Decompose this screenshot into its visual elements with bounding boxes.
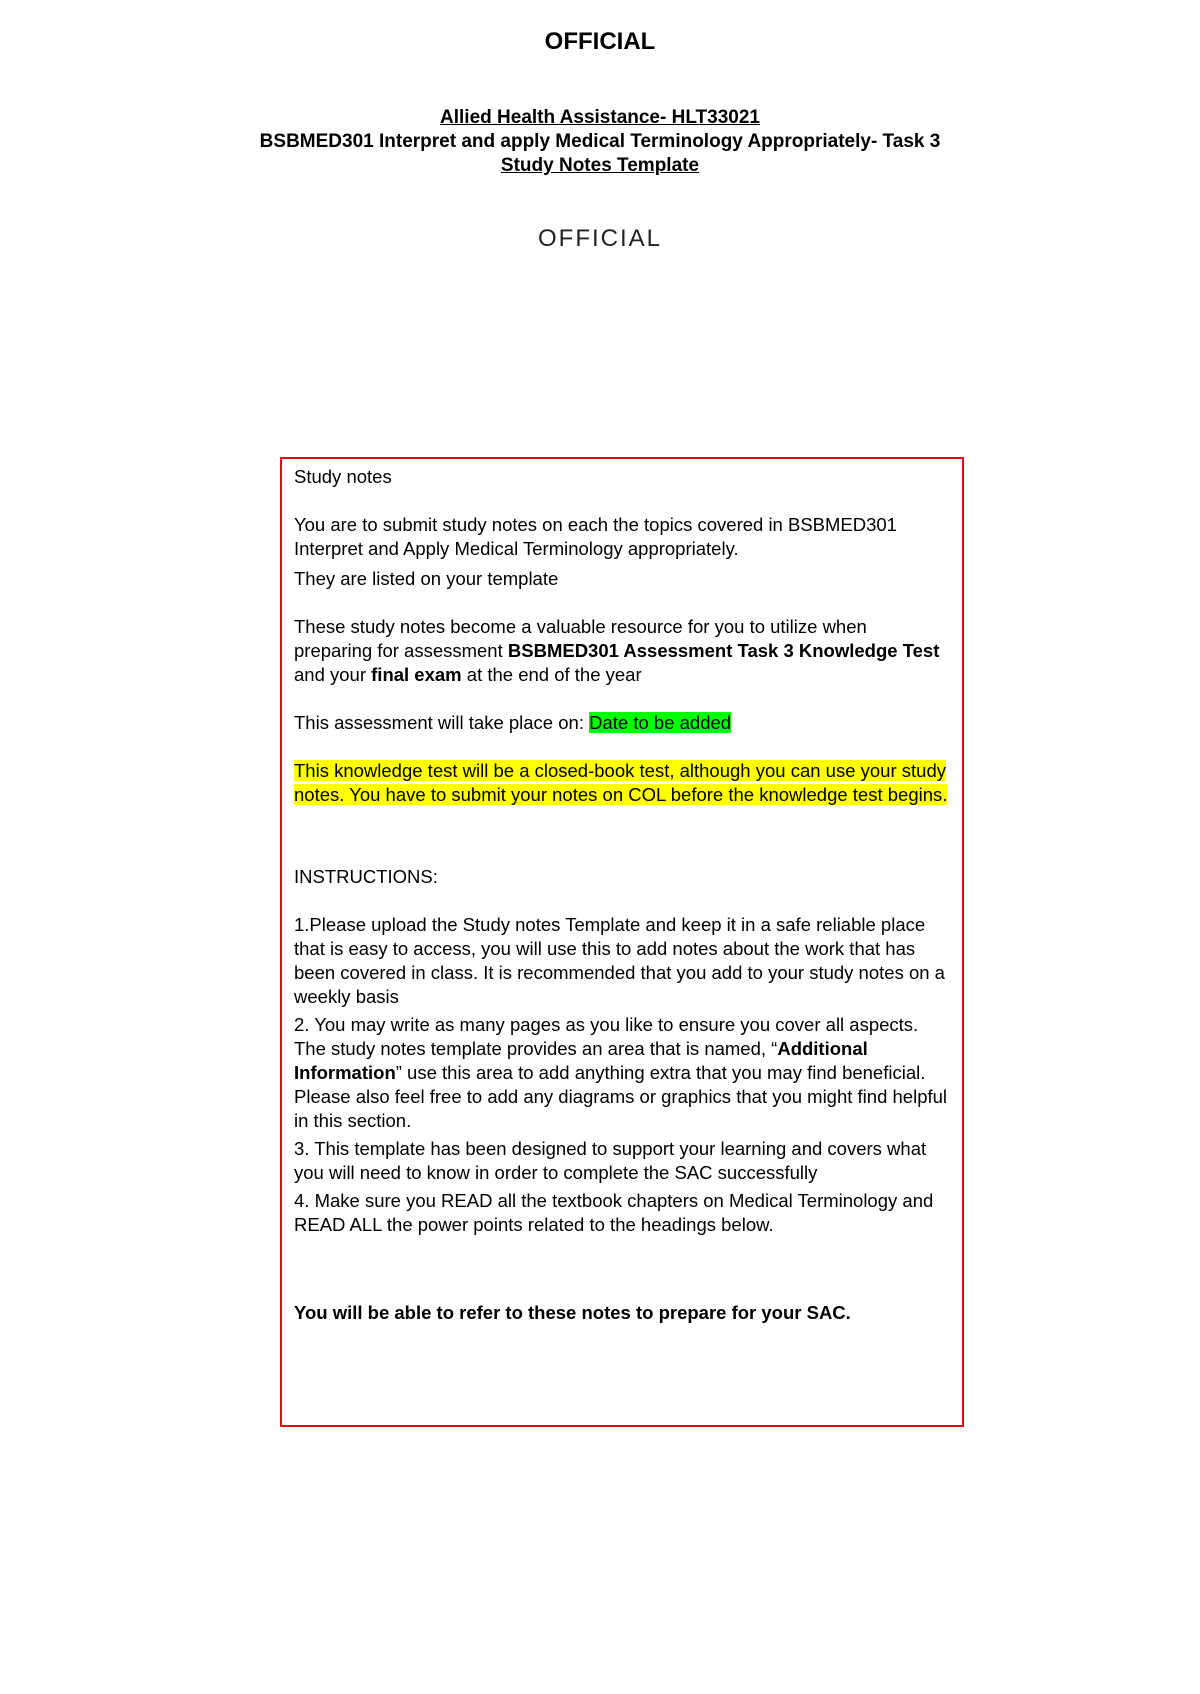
resource-assessment-name: BSBMED301 Assessment Task 3 Knowledge Test xyxy=(507,640,940,661)
template-title: Study Notes Template xyxy=(500,155,700,176)
instruction-2-prefix: 2. You may write as many pages as you like to ensure you cover all aspects. The study notes template provides an area that is named, “ xyxy=(294,1014,919,1059)
resource-suffix: at the end of the year xyxy=(461,664,642,685)
assessment-date-line xyxy=(294,711,950,735)
title-block xyxy=(0,106,1200,178)
instruction-2 xyxy=(294,1013,950,1133)
instruction-2-bold: Additional Information xyxy=(294,1038,868,1083)
assessment-date-prefix: This assessment will take place on: xyxy=(294,712,590,733)
instruction-4: 4. Make sure you READ all the textbook chapters on Medical Terminology and READ ALL the power points related to the headings below. xyxy=(294,1190,934,1235)
closing-statement: You will be able to refer to these notes to prepare for your SAC. xyxy=(294,1302,851,1323)
closed-book-notice xyxy=(294,759,950,807)
unit-title: BSBMED301 Interpret and apply Medical Terminology Appropriately- Task 3 xyxy=(259,131,941,152)
instructions-heading: INSTRUCTIONS: xyxy=(294,866,438,887)
official-marking-second: OFFICIAL xyxy=(537,225,662,252)
instruction-1: 1.Please upload the Study notes Template and keep it in a safe reliable place that is easy to access, you will use this to add notes about the work that has been covered in class. It is recommended that you add to your study notes on a weekly basis xyxy=(294,914,945,1007)
assessment-date-value: Date to be added xyxy=(589,712,732,733)
template-listing-note: They are listed on your template xyxy=(294,568,559,589)
resource-prefix: These study notes become a valuable resource for you to utilize when preparing for assessment xyxy=(294,616,867,661)
resource-paragraph xyxy=(294,615,950,687)
intro-paragraph: You are to submit study notes on each the topics covered in BSBMED301 Interpret and Apply Medical Terminology appropriately. xyxy=(294,514,897,559)
official-marking-top: OFFICIAL xyxy=(544,28,656,55)
instruction-2-suffix: ” use this area to add anything extra that you may find beneficial. Please also feel free to add any diagrams or graphics that you might find helpful in this section. xyxy=(294,1062,948,1131)
resource-mid: and your xyxy=(294,664,372,685)
notes-heading: Study notes xyxy=(294,466,392,487)
resource-final-exam: final exam xyxy=(371,664,462,685)
instruction-3: 3. This template has been designed to support your learning and covers what you will need to know in order to complete the SAC successfully xyxy=(294,1138,927,1183)
course-title: Allied Health Assistance- HLT33021 xyxy=(440,107,760,128)
closed-book-text: This knowledge test will be a closed-book test, although you can use your study notes. You have to submit your notes on COL before the knowledge test begins. xyxy=(294,760,948,805)
study-notes-box xyxy=(280,457,964,1427)
